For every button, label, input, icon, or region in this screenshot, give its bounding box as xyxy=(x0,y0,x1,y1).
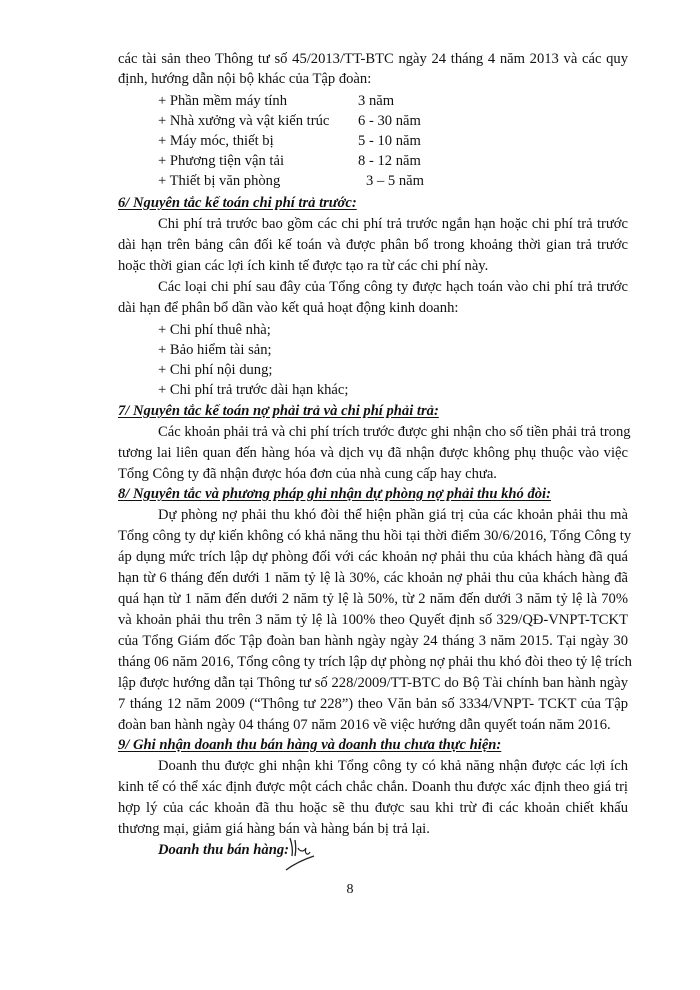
s8-p1-line: tháng 06 năm 2016, Tổng công ty trích lập dự phòng nợ phải thu khó đòi theo tỷ lệ trích xyxy=(118,654,632,670)
depreciation-value: 3 – 5 năm xyxy=(366,173,424,189)
depreciation-value: 8 - 12 năm xyxy=(358,153,421,169)
s8-p1-line: Dự phòng nợ phải thu khó đòi thể hiện phần giá trị của các khoản phải thu mà xyxy=(158,507,628,523)
s8-p1-line: đoàn ban hành ngày 04 tháng 07 năm 2016 về việc hướng dẫn quyết toán năm 2016. xyxy=(118,717,611,733)
s9-p1-line: thương mại, giảm giá hàng bán và hàng bán bị trả lại. xyxy=(118,821,430,837)
s9-p1-line: Doanh thu được ghi nhận khi Tổng công ty có khả năng nhận được các lợi ích xyxy=(158,758,628,774)
section-9-heading: 9/ Ghi nhận doanh thu bán hàng và doanh thu chưa thực hiện: xyxy=(118,737,502,753)
s6-list-item: + Chi phí thuê nhà; xyxy=(158,322,271,338)
depreciation-label: + Thiết bị văn phòng xyxy=(158,173,281,189)
depreciation-value: 5 - 10 năm xyxy=(358,133,421,149)
depreciation-label: + Phần mềm máy tính xyxy=(158,93,288,109)
intro-line: định, hướng dẫn nội bộ khác của Tập đoàn: xyxy=(118,71,372,87)
s6-list-item: + Bảo hiểm tài sản; xyxy=(158,342,272,358)
depreciation-value: 3 năm xyxy=(358,93,395,109)
section-6-heading: 6/ Nguyên tắc kế toán chi phí trả trước: xyxy=(118,195,357,211)
s8-p1-line: Tổng công ty dự kiến không có khả năng thu hồi tại thời điểm 30/6/2016, Tổng Công ty xyxy=(118,528,632,544)
depreciation-label: + Phương tiện vận tải xyxy=(158,153,284,169)
subheading-doanh-thu-ban-hang: Doanh thu bán hàng: xyxy=(158,842,289,858)
s9-p1-line: hợp lý của các khoản đã thu hoặc sẽ thu được sau khi trừ đi các khoản chiết khấu xyxy=(118,800,628,816)
s7-p1-line: Các khoản phải trả và chi phí trích trước được ghi nhận cho số tiền phải trả trong xyxy=(158,424,631,440)
s7-p1-line: tương lai liên quan đến hàng hóa và dịch vụ đã nhận được không phụ thuộc vào việc xyxy=(118,445,628,461)
depreciation-label: + Máy móc, thiết bị xyxy=(158,133,274,149)
depreciation-value: 6 - 30 năm xyxy=(358,113,421,129)
s6-p2-line: dài hạn để phân bổ dần vào kết quả hoạt động kinh doanh: xyxy=(118,300,459,316)
s8-p1-line: quá hạn từ 1 năm đến dưới 2 năm tỷ lệ là 50%, từ 2 năm đến dưới 3 năm tỷ lệ là 70% xyxy=(118,591,628,607)
s8-p1-line: lập được hướng dẫn tại Thông tư số 228/2009/TT-BTC do Bộ Tài chính ban hành ngày xyxy=(118,675,628,691)
s6-p1-line: Chi phí trả trước bao gồm các chi phí trả trước ngắn hạn hoặc chi phí trả trước xyxy=(158,216,628,232)
s9-p1-line: kinh tế có thể xác định được một cách chắc chắn. Doanh thu được xác định theo giá trị xyxy=(118,779,628,795)
section-7-heading: 7/ Nguyên tắc kế toán nợ phải trả và chi phí phải trả: xyxy=(118,403,439,419)
intro-line: các tài sản theo Thông tư số 45/2013/TT-BTC ngày 24 tháng 4 năm 2013 và các quy xyxy=(118,51,628,67)
s8-p1-line: và khoản phải thu trên 3 năm tỷ lệ là 100% theo Quyết định số 329/QĐ-VNPT-TCKT xyxy=(118,612,628,628)
s6-p1-line: hoặc thời gian các lợi ích kinh tế được tạo ra từ các chi phí này. xyxy=(118,258,489,274)
section-8-heading: 8/ Nguyên tắc và phương pháp ghi nhận dự phòng nợ phải thu khó đòi: xyxy=(118,486,551,502)
s8-p1-line: áp dụng mức trích lập dự phòng đối với các khoản nợ phải thu của khách hàng đã quá xyxy=(118,549,628,565)
s8-p1-line: của Tổng Giám đốc Tập đoàn ban hành ngày ngày 24 tháng 3 năm 2015. Tại ngày 30 xyxy=(118,633,628,649)
s6-list-item: + Chi phí nội dung; xyxy=(158,362,273,378)
handwritten-initials-icon xyxy=(284,834,324,874)
s8-p1-line: hạn từ 6 tháng đến dưới 1 năm tỷ lệ là 30%, các khoản nợ phải thu của khách hàng đã xyxy=(118,570,628,586)
s6-list-item: + Chi phí trả trước dài hạn khác; xyxy=(158,382,349,398)
page-number: 8 xyxy=(346,882,354,897)
s6-p2-line: Các loại chi phí sau đây của Tổng công ty được hạch toán vào chi phí trả trước xyxy=(158,279,628,295)
s7-p1-line: Tổng Công ty đã nhận được hóa đơn của nhà cung cấp hay chưa. xyxy=(118,466,497,482)
s8-p1-line: 7 tháng 12 năm 2009 (“Thông tư 228”) theo Văn bản số 3334/VNPT- TCKT của Tập xyxy=(118,696,628,712)
s6-p1-line: dài hạn trên bảng cân đối kế toán và được phân bổ trong khoảng thời gian trả trước xyxy=(118,237,628,253)
depreciation-label: + Nhà xưởng và vật kiến trúc xyxy=(158,113,330,129)
